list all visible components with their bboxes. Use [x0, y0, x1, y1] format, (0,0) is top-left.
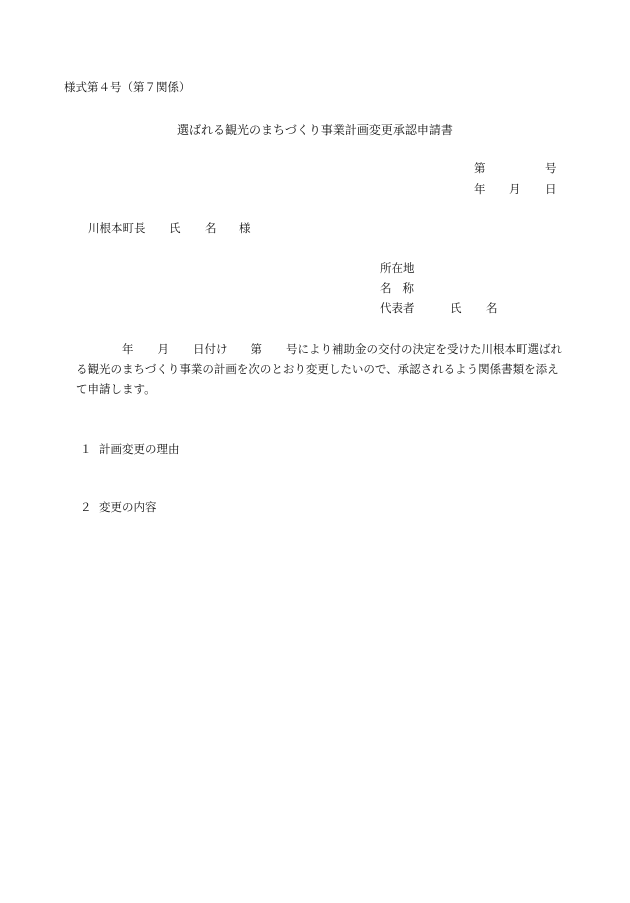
date-month-label: 月	[509, 182, 521, 196]
body-text-line-2: る観光のまちづくり事業の計画を次のとおり変更したいので、承認されるよう関係書類を添え	[76, 362, 559, 376]
addressee-name-shi: 氏	[169, 221, 181, 235]
applicant-name-label-part-1: 名	[380, 281, 392, 295]
section-item-details	[80, 502, 157, 514]
addressee-title: 川根本町長	[88, 221, 146, 235]
body-line-1-rest: 号により補助金の交付の決定を受けた川根本町選ばれ	[286, 342, 562, 356]
date-year-label: 年	[474, 182, 486, 196]
applicant-address-label: 所在地	[380, 261, 415, 275]
applicant-name-label-part-2: 称	[402, 281, 414, 295]
body-day-label: 日付け	[193, 342, 228, 356]
body-text-line-3: て申請します。	[76, 382, 156, 396]
section-item-number: １	[80, 442, 92, 456]
document-number-prefix: 第	[474, 161, 486, 175]
form-number: 様式第４号（第７関係）	[64, 80, 191, 94]
section-item-label: 計画変更の理由	[99, 442, 180, 456]
body-year-label: 年	[122, 342, 134, 356]
applicant-representative-label: 代表者	[380, 301, 415, 315]
applicant-representative-shi: 氏	[450, 301, 462, 315]
date-day-label: 日	[545, 182, 557, 196]
addressee-name-mei: 名	[205, 221, 217, 235]
applicant-representative-mei: 名	[486, 301, 498, 315]
body-text-line-1	[76, 344, 562, 356]
section-item-reason	[80, 444, 180, 456]
document-number-suffix: 号	[545, 161, 557, 175]
applicant-name-label	[380, 283, 414, 295]
document-title: 選ばれる観光のまちづくり事業計画変更承認申請書	[177, 123, 453, 137]
addressee-honorific: 様	[239, 221, 251, 235]
body-number-prefix: 第	[250, 342, 262, 356]
body-month-label: 月	[157, 342, 169, 356]
section-item-number: ２	[80, 500, 92, 514]
section-item-label: 変更の内容	[99, 500, 157, 514]
